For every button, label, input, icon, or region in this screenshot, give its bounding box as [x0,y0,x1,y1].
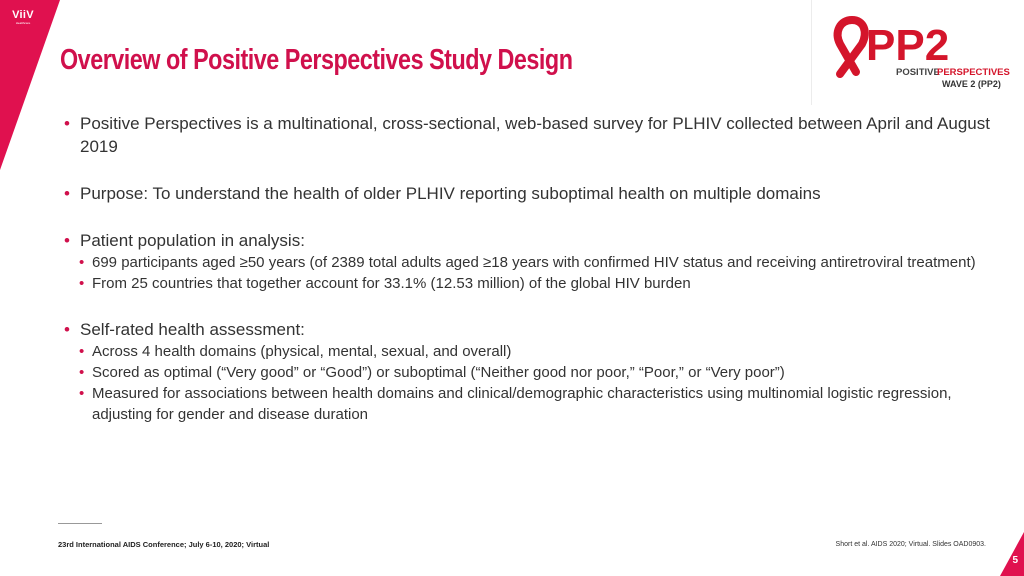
bullet-purpose: • Purpose: To understand the health of older PLHIV reporting suboptimal health on multiple domains [62,182,1002,205]
footer-conference: 23rd International AIDS Conference; July 6-10, 2020; Virtual [58,540,270,549]
pp2-logo [822,14,1010,94]
bullet-self-rated-health: • Self-rated health assessment: [62,318,1002,341]
red-ribbon-icon [838,20,865,74]
corner-accent-top [0,0,60,170]
pp2-line2-wave: WAVE 2 (PP2) [942,79,1001,89]
viiv-logo [8,10,38,25]
sub-bullet-regression: • Measured for associations between health domains and clinical/demographic characteristics using multinomial logistic regression, adjusting for gender and disease duration [62,383,1002,425]
sub-bullet-participants: • 699 participants aged ≥50 years (of 2389 total adults aged ≥18 years with confirmed HIV status and receiving antiretroviral treatment) [62,252,1002,273]
sub-bullet-domains: • Across 4 health domains (physical, mental, sexual, and overall) [62,341,1002,362]
sub-bullet-countries: • From 25 countries that together account for 33.1% (12.53 million) of the global HIV burden [62,273,1002,294]
slide-body [62,112,1002,425]
footnote-rule [58,523,102,524]
pp2-mark: PP2 [866,21,950,70]
viiv-logo-subtext: Healthcare [15,21,31,25]
page-number: 5 [1012,555,1018,566]
page-title: Overview of Positive Perspectives Study Design [60,44,573,76]
sub-bullet-scoring: • Scored as optimal (“Very good” or “Good”) or suboptimal (“Neither good nor poor,” “Poor,” or “Very poor”) [62,362,1002,383]
pp2-line1-perspectives: PERSPECTIVES [937,67,1010,78]
footer-citation: Short et al. AIDS 2020; Virtual. Slides OAD0903. [835,541,986,548]
corner-accent-bottom [1000,532,1024,576]
bullet-population: • Patient population in analysis: [62,229,1002,252]
viiv-logo-text: ViiV [12,9,34,21]
pp2-line1-positive: POSITIVE [896,67,940,78]
header-divider [811,0,812,105]
bullet-survey: • Positive Perspectives is a multinational, cross-sectional, web-based survey for PLHIV collected between April and August 2019 [62,112,1002,158]
